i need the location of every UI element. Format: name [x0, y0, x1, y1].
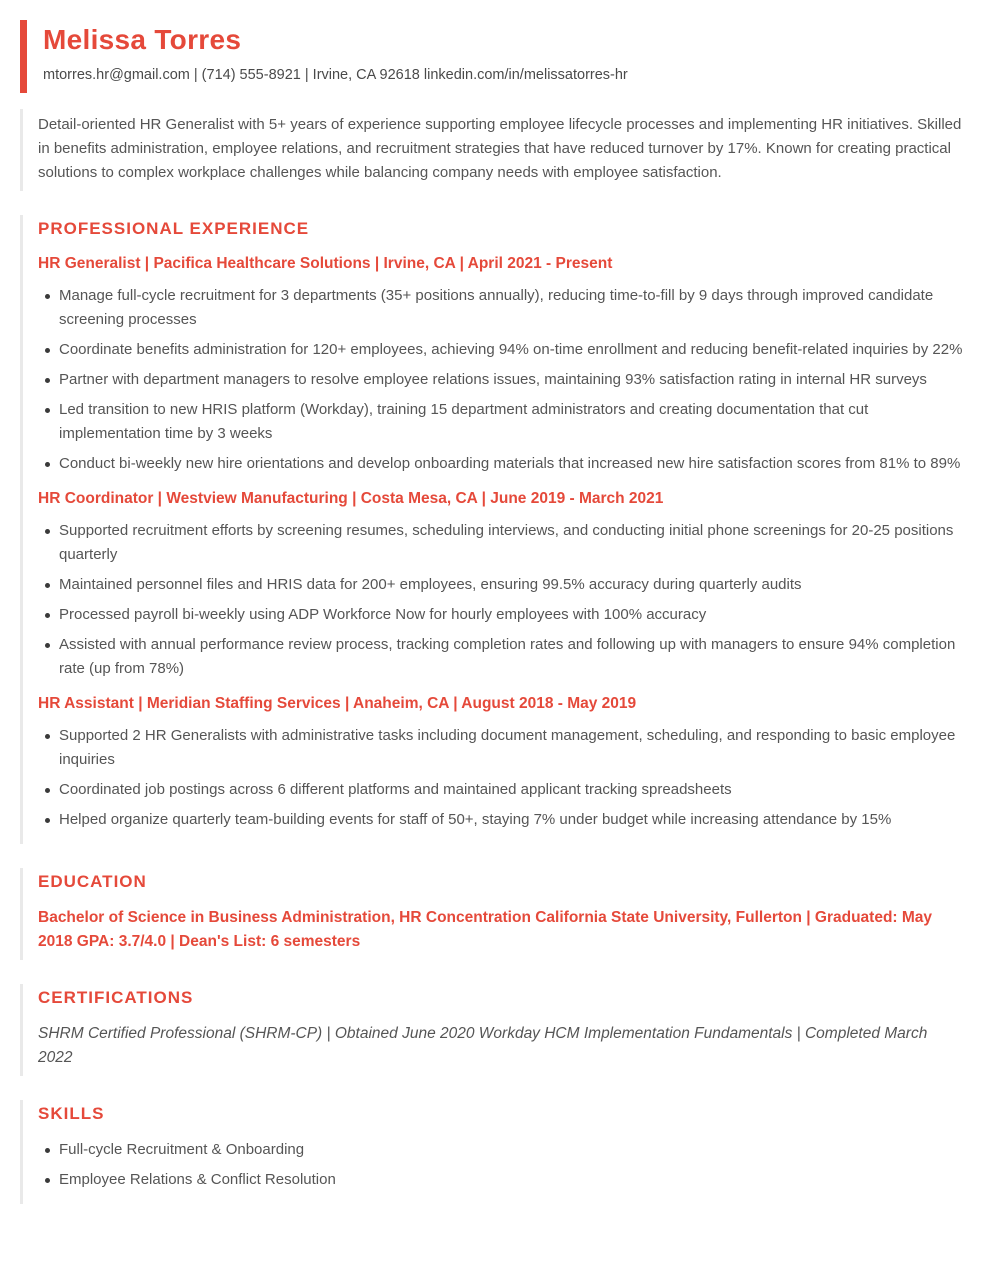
bullet-item: Partner with department managers to resolve employee relations issues, maintaining 93% satisfaction rating in internal HR surveys: [38, 368, 963, 392]
bullet-item: Supported 2 HR Generalists with administrative tasks including document management, scheduling, and responding to basic employee inquiries: [38, 724, 963, 772]
bullet-item: Supported recruitment efforts by screening resumes, scheduling interviews, and conducting initial phone screenings for 20-25 positions quarterly: [38, 519, 963, 567]
job-title-2: HR Coordinator | Westview Manufacturing | Costa Mesa, CA | June 2019 - March 2021: [38, 490, 664, 507]
bullet-item: Coordinate benefits administration for 120+ employees, achieving 94% on-time enrollment and reducing benefit-related inquiries by 22%: [38, 338, 963, 362]
certifications-heading: CERTIFICATIONS: [38, 988, 194, 1007]
skill-item: Full-cycle Recruitment & Onboarding: [38, 1138, 963, 1162]
summary-text: Detail-oriented HR Generalist with 5+ years of experience supporting employee lifecycle processes and implementing HR initiatives. Skilled in benefits administration, employee relations, and recruitment strategies that have reduced turnover by 17%. Known for creating practical solutions to complex workplace challenges while balancing company needs with employee satisfaction.: [38, 116, 962, 181]
job-title-3: HR Assistant | Meridian Staffing Services | Anaheim, CA | August 2018 - May 2019: [38, 695, 637, 712]
education-details: Bachelor of Science in Business Administration, HR Concentration California State University, Fullerton | Graduated: May 2018 GPA: 3.7/4.0 | Dean's List: 6 semesters: [38, 909, 933, 950]
job-2-bullet-list: [38, 519, 963, 681]
bullet-item: Conduct bi-weekly new hire orientations and develop onboarding materials that increased new hire satisfaction scores from 81% to 89%: [38, 452, 963, 476]
bullet-item: Led transition to new HRIS platform (Workday), training 15 department administrators and creating documentation that cut implementation time by 3 weeks: [38, 398, 963, 446]
certifications-section: [20, 984, 963, 1076]
bullet-item: Manage full-cycle recruitment for 3 departments (35+ positions annually), reducing time-to-fill by 9 days through improved candidate screening processes: [38, 284, 963, 332]
skills-heading: SKILLS: [38, 1104, 105, 1123]
resume-header: [20, 20, 963, 93]
contact-line: mtorres.hr@gmail.com | (714) 555-8921 | Irvine, CA 92618 linkedin.com/in/melissatorres-hr: [43, 67, 628, 83]
bullet-item: Assisted with annual performance review process, tracking completion rates and following up with managers to ensure 94% completion rate (up from 78%): [38, 633, 963, 681]
skill-item: Employee Relations & Conflict Resolution: [38, 1168, 963, 1192]
skills-list: [38, 1138, 963, 1192]
certifications-details: SHRM Certified Professional (SHRM-CP) | Obtained June 2020 Workday HCM Implementation Fundamentals | Completed March 2022: [38, 1025, 928, 1066]
experience-heading: PROFESSIONAL EXPERIENCE: [38, 219, 310, 238]
candidate-name: Melissa Torres: [43, 24, 242, 55]
education-section: [20, 868, 963, 960]
job-1-bullet-list: [38, 284, 963, 476]
job-title-1: HR Generalist | Pacifica Healthcare Solutions | Irvine, CA | April 2021 - Present: [38, 255, 613, 272]
skills-section: [20, 1100, 963, 1204]
bullet-item: Maintained personnel files and HRIS data for 200+ employees, ensuring 99.5% accuracy during quarterly audits: [38, 573, 963, 597]
bullet-item: Helped organize quarterly team-building events for staff of 50+, staying 7% under budget while increasing attendance by 15%: [38, 808, 963, 832]
experience-section: [20, 215, 963, 844]
bullet-item: Coordinated job postings across 6 different platforms and maintained applicant tracking spreadsheets: [38, 778, 963, 802]
job-3-bullet-list: [38, 724, 963, 832]
bullet-item: Processed payroll bi-weekly using ADP Workforce Now for hourly employees with 100% accuracy: [38, 603, 963, 627]
summary-section: [20, 109, 963, 191]
education-heading: EDUCATION: [38, 872, 147, 891]
